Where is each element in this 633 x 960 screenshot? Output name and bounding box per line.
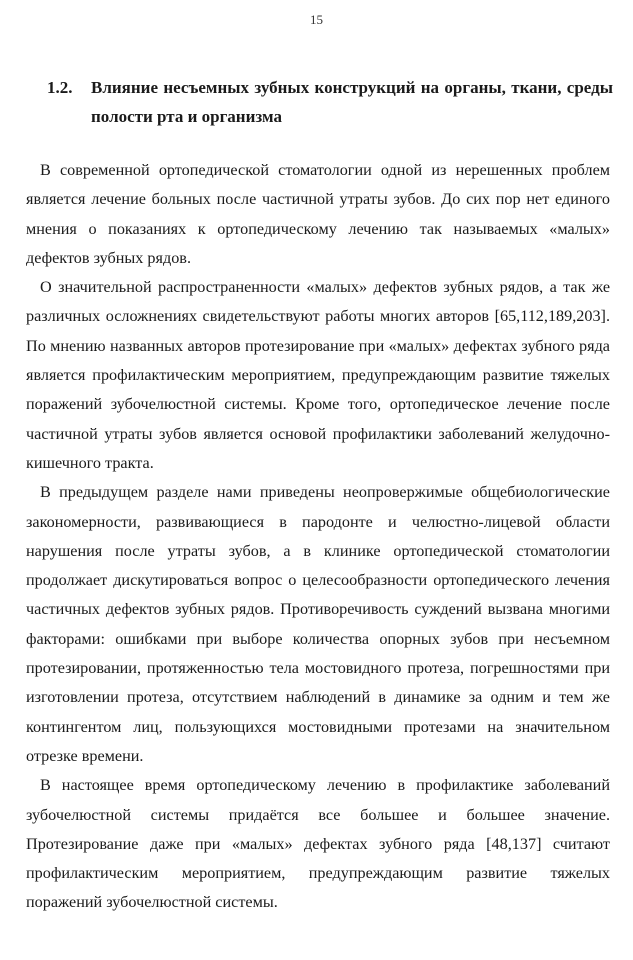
paragraph: В предыдущем разделе нами приведены неопровержимые общебиологические закономерности, развивающиеся в пародонте и челюстно-лицевой области нарушения после утраты зубов, а в клинике ортопедической стоматологии продолжает дискутироваться вопрос о целесообразности ортопедического лечения частичных дефектов зубных рядов. Противоречивость суждений вызвана многими факторами: ошибками при выборе количества опорных зубов при несъемном протезировании, протяженностью тела мостовидного протеза, погрешностями при изготовлении протеза, отсутствием наблюдений в динамике за одним и тем же контингентом лиц, пользующихся мостовидными протезами на значительном отрезке времени. [26, 483, 610, 765]
paragraph: В современной ортопедической стоматологии одной из нерешенных проблем является лечение больных после частичной утраты зубов. До сих пор нет единого мнения о показаниях к ортопедическому лечению так называемых «малых» дефектов зубных рядов. [26, 161, 610, 267]
page-number: 15 [310, 12, 323, 27]
body-text [26, 156, 610, 918]
section-number: 1.2. [47, 78, 73, 97]
section-heading [47, 73, 613, 131]
paragraph: О значительной распространенности «малых» дефектов зубных рядов, а так же различных осложнениях свидетельствуют работы многих авторов [65,112,189,203]. По мнению названных авторов протезирование при «малых» дефектах зубного ряда является профилактическим мероприятием, предупреждающим развитие тяжелых поражений зубочелюстной системы. Кроме того, ортопедическое лечение после частичной утраты зубов является основой профилактики заболеваний желудочно-кишечного тракта. [26, 278, 610, 472]
paragraph: В настоящее время ортопедическому лечению в профилактике заболеваний зубочелюстной системы придаётся все большее и большее значение. Протезирование даже при «малых» дефектах зубного ряда [48,137] считают профилактическим мероприятием, предупреждающим развитие тяжелых поражений зубочелюстной системы. [26, 776, 610, 912]
section-title: Влияние несъемных зубных конструкций на органы, ткани, среды полости рта и организма [91, 78, 613, 126]
